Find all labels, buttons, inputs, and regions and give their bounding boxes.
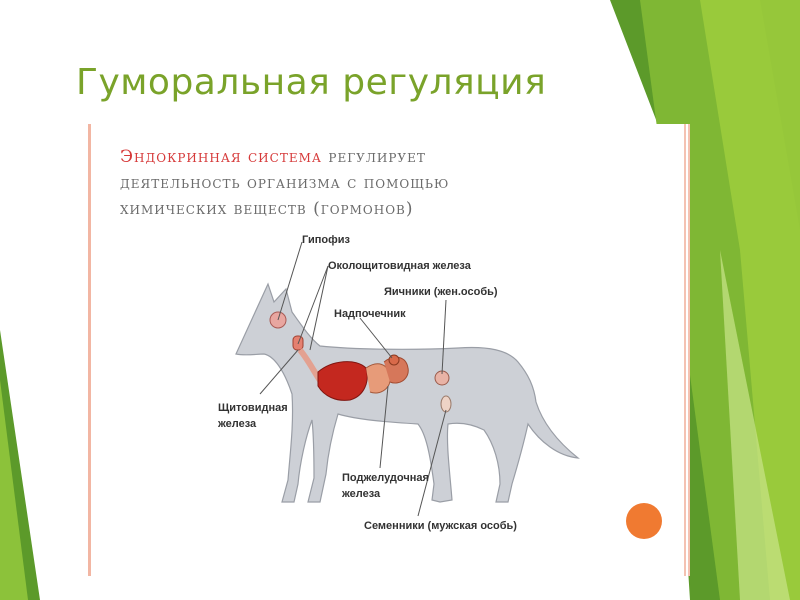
label-pancreas-2: железа	[342, 488, 381, 500]
pointer-parathyroid-2	[310, 266, 328, 350]
label-pancreas-1: Поджелудочная	[342, 472, 429, 484]
testes-organ	[441, 396, 451, 412]
left-green-wedge-light	[0, 380, 28, 600]
pointer-parathyroid	[298, 266, 328, 344]
dog-diagram	[88, 124, 690, 576]
label-thyroid-2: железа	[218, 418, 257, 430]
label-pituitary: Гипофиз	[302, 234, 350, 246]
caption-accent: Эндокринная система	[120, 147, 322, 167]
dog-silhouette	[236, 284, 578, 502]
caption-text: регулирует деятельность организма с помощью химических веществ (гормонов)	[120, 147, 450, 219]
slide-title: Гуморальная регуляция	[76, 62, 547, 103]
endocrine-figure	[88, 124, 690, 576]
label-adrenal: Надпочечник	[334, 308, 406, 320]
label-parathyroid: Околощитовидная железа	[328, 260, 471, 272]
accent-circle	[626, 503, 662, 539]
label-testes: Семенники (мужская особь)	[364, 520, 517, 532]
label-thyroid-1: Щитовидная	[218, 402, 288, 414]
label-ovaries: Яичники (жен.особь)	[384, 286, 498, 298]
liver-organ	[318, 362, 367, 401]
